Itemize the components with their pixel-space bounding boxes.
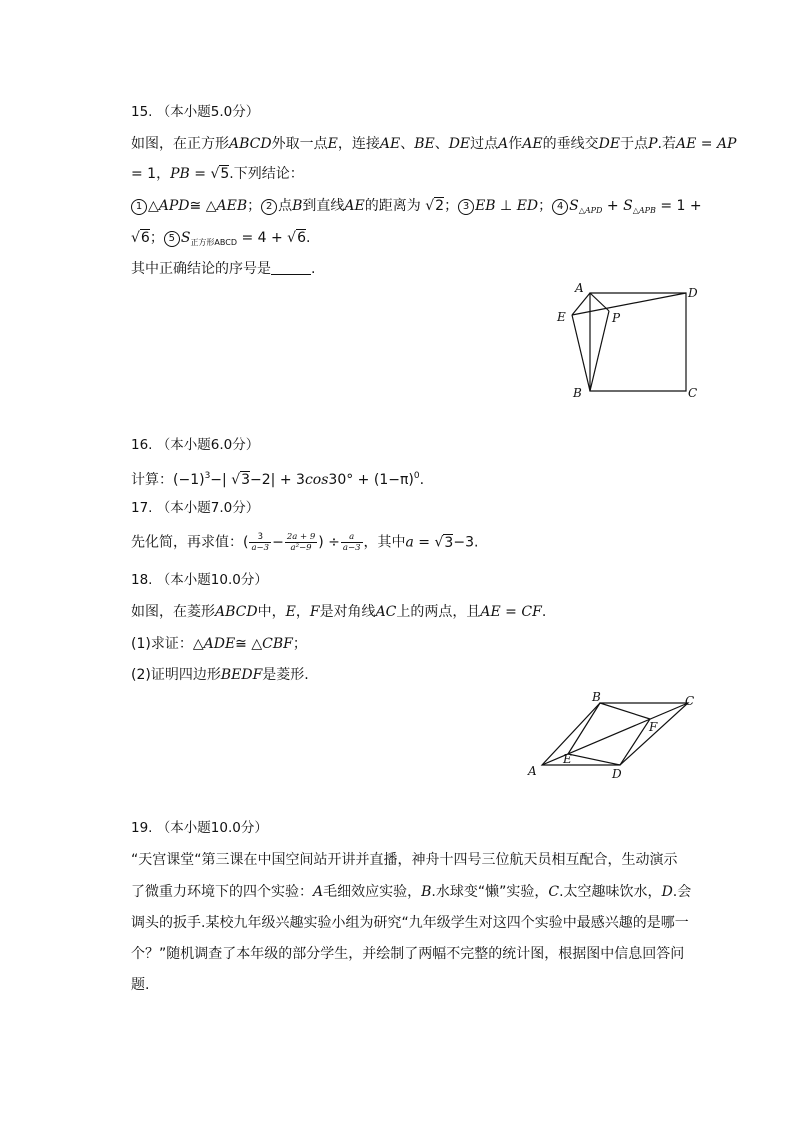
q15-figure	[548, 278, 718, 403]
fraction: $\frac{2a + 9}{\text{a²−9}}$	[286, 532, 316, 553]
q15-line-1: 如图，在正方形ABCD外取一点E，连接AE、BE、DE过点A作AE的垂线交DE于点P.若AE = AP	[131, 136, 737, 152]
circled-number: 3	[458, 199, 474, 215]
q16-line-1: 计算：$(-1)^3-|$ $√3-2| + 3\cos 30^\circ + (1-\pi)^0$.	[131, 471, 425, 488]
q16-header: 16. （本小题6.0分）	[131, 437, 260, 453]
fraction: $\frac{3}{a-3}$	[251, 532, 270, 553]
q19-line-3: 调头的扳手.某校九年级兴趣实验小组为研究“九年级学生对这四个实验中最感兴趣的是哪一	[131, 915, 689, 931]
circled-number: 2	[261, 199, 277, 215]
q18-line-3: (2)证明四边形BEDF是菱形.	[131, 667, 309, 683]
segment-be	[572, 315, 590, 391]
q18-line-1: 如图，在菱形ABCD中，E，F是对角线AC上的两点，且AE = CF.	[131, 604, 547, 620]
q15-line-5: 其中正确结论的序号是 .	[131, 261, 316, 277]
q15-line-3: 1 △APD≅ △AEB； 2 点B到直线AE的距离为 √2； 3 EB ⊥ ED； 4 $S_{\triangle APD} + S_{\triangle APB} = 1$ +	[131, 196, 702, 221]
q19-line-4: 个？”随机调查了本年级的部分学生，并绘制了两幅不完整的统计图，根据图中信息回答问	[131, 946, 685, 962]
label-c: C	[685, 694, 695, 708]
segment-ap	[590, 293, 609, 311]
label-a: A	[575, 281, 584, 295]
q19-line-2: 了微重力环境下的四个实验：A毛细效应实验，B.水球变“懒”实验，C.太空趣味饮水，D.会	[131, 884, 692, 900]
q19-line-1: “天宫课堂“第三课在中国空间站开讲并直播，神舟十四号三位航天员相互配合，生动演示	[131, 852, 678, 868]
q15-line-2: = 1，PB = √5.下列结论：	[131, 166, 304, 182]
label-f: F	[649, 720, 658, 734]
q15-line-4: √6； 5 $S_{正方形ABCD} = 4 + √6$.	[131, 230, 311, 247]
circled-number: 5	[164, 231, 180, 247]
label-p: P	[612, 311, 621, 325]
fraction: $\frac{a}{a-3}$	[342, 532, 361, 553]
label-d: D	[688, 286, 698, 300]
label-e: E	[563, 752, 572, 766]
segment-de	[572, 293, 686, 315]
square-abcd	[590, 293, 686, 391]
label-e: E	[557, 310, 566, 324]
circled-number: 4	[552, 199, 568, 215]
q17-header: 17. （本小题7.0分）	[131, 500, 260, 516]
q17-line-1: 先化简，再求值：( $\frac{3}{a-3}$ − $\frac{2a + 9}{\text{a²−9}}$ ) ÷ $\frac{a}{a-3}$ ，其中a = √3−3.	[131, 532, 479, 553]
quadrilateral-bedf	[568, 703, 650, 765]
q18-header: 18. （本小题10.0分）	[131, 572, 268, 588]
q15-header: 15. （本小题5.0分）	[131, 104, 260, 120]
q18-figure	[518, 685, 708, 785]
q19-header: 19. （本小题10.0分）	[131, 820, 268, 836]
label-d: D	[612, 767, 622, 781]
answer-blank[interactable]	[271, 260, 311, 275]
label-a: A	[528, 764, 537, 778]
label-c: C	[688, 386, 698, 400]
label-b: B	[592, 690, 601, 704]
q18-line-2: (1)求证：△ADE≅ △CBF；	[131, 636, 307, 652]
label-b: B	[573, 386, 582, 400]
circled-number: 1	[131, 199, 147, 215]
segment-pb	[590, 311, 609, 391]
q19-line-5: 题.	[131, 977, 150, 993]
